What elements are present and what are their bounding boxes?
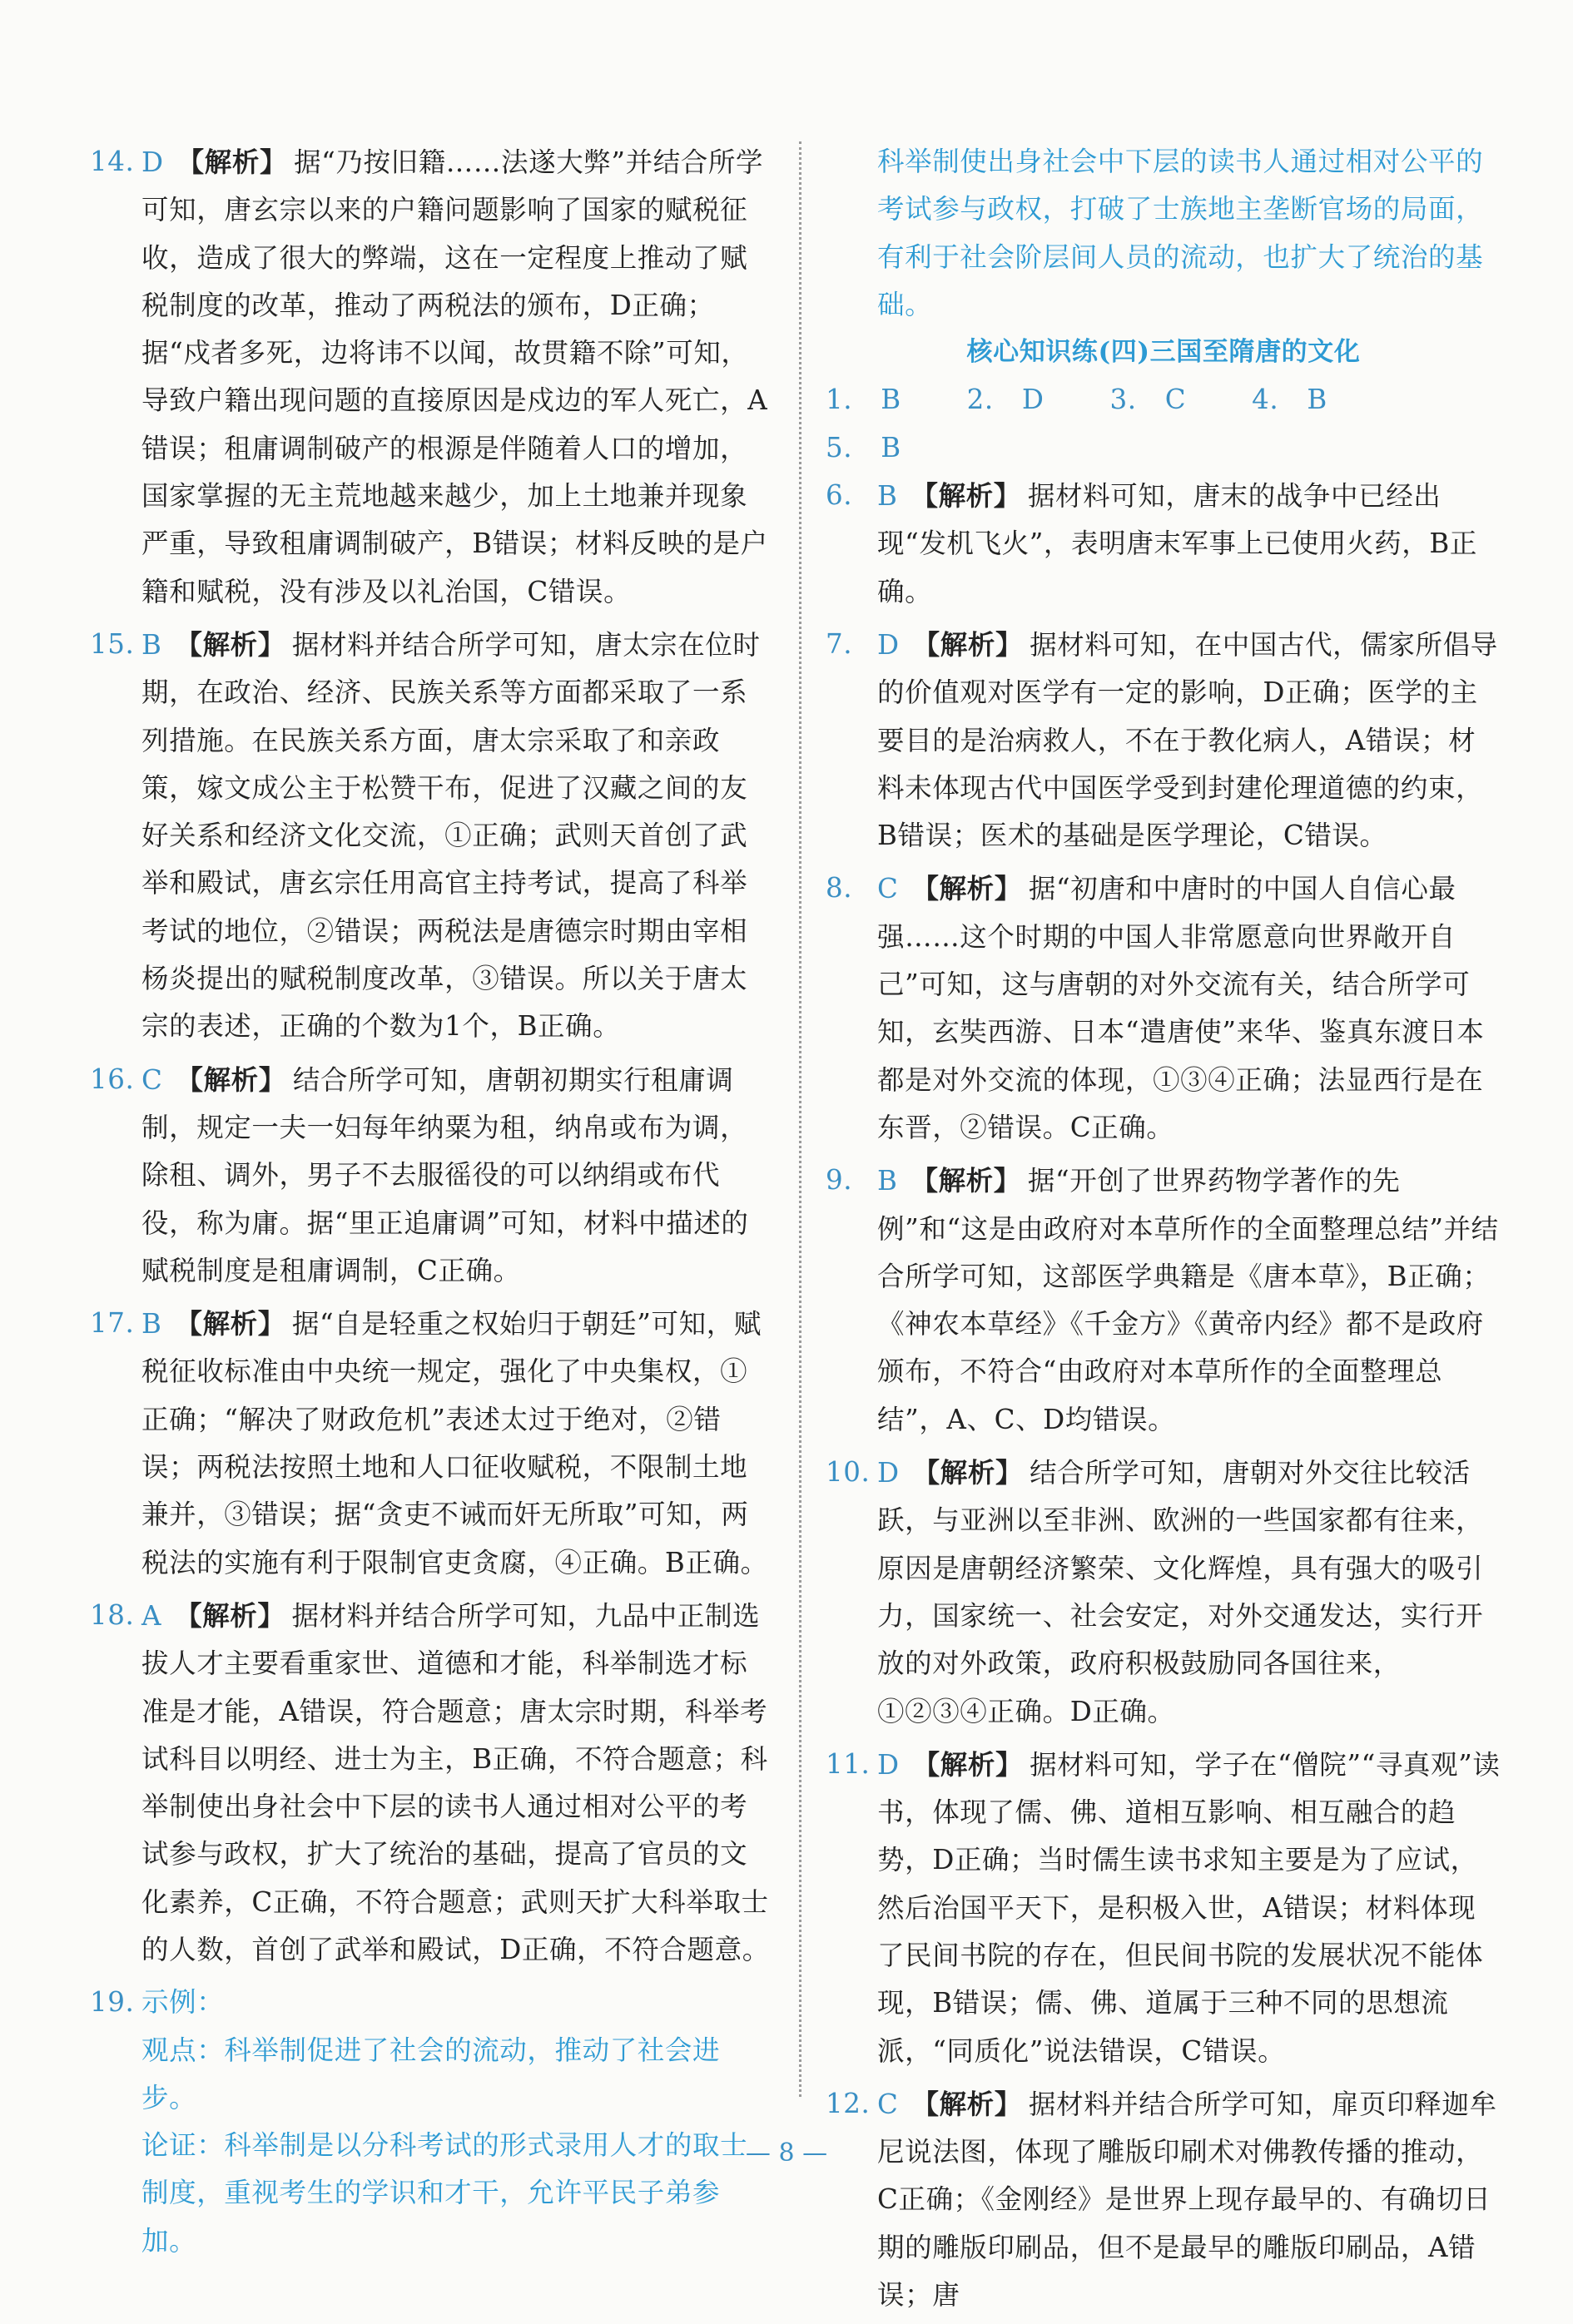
analysis-text: 据材料可知，在中国古代，儒家所倡导的价值观对医学有一定的影响，D正确；医学的主要目的是治病救人，不在于教化病人，A错误；材料未体现古代中国医学受到封建伦理道德的约束，B错误；医术的基础是医学理论，C错误。: [877, 628, 1498, 852]
analysis-text: 据“开创了世界药物学著作的先例”和“这是由政府对本草所作的全面整理总结”并结合所学可知，这部医学典籍是《唐本草》，B正确；《神农本草经》《千金方》《黄帝内经》都不是政府颁布，不符合“由政府对本草所作的全面整理总结”，A、C、D均错误。: [877, 1165, 1499, 1435]
question-19-continued: 科举制使出身社会中下层的读书人通过相对公平的考试参与政权，打破了士族地主垄断官场的局面，有利于社会阶层间人员的流动，也扩大了统治的基础。: [877, 146, 1484, 320]
analysis-text: 据材料并结合所学可知，唐太宗在位时期，在政治、经济、民族关系等方面都采取了一系列措施。在民族关系方面，唐太宗采取了和亲政策，嫁文成公主于松赞干布，促进了汉藏之间的友好关系和经济文化交流，①正确；武则天首创了武举和殿试，唐玄宗任用高官主持考试，提高了科举考试的地位，②错误；两税法是唐德宗时期由宰相杨炎提出的赋税制度改革，③错误。所以关于唐太宗的表述，正确的个数为1个，B正确。: [141, 628, 761, 1043]
analysis-tag: 【解析】: [912, 1747, 1024, 1781]
question-number: 19.: [90, 1986, 135, 2019]
question-number: 6.: [826, 479, 853, 512]
analysis-tag: 【解析】: [911, 2087, 1022, 2120]
answer-letter: C: [141, 1063, 163, 1096]
question-18: [90, 1592, 772, 1974]
question-16: [90, 1056, 772, 1295]
analysis-text: 据材料可知，学子在“僧院”“寻真观”读书，体现了儒、佛、道相互影响、相互融合的趋势，D正确；当时儒生读书求知主要是为了应试，然后治国平天下，是积极入世，A错误；材料体现了民间书院的存在，但民间书院的发展状况不能体现，B错误；儒、佛、道属于三种不同的思想流派，“同质化”说法错误，C错误。: [877, 1748, 1501, 2067]
analysis-tag: 【解析】: [912, 1456, 1024, 1489]
left-column: [90, 138, 772, 2270]
question-19: [90, 1979, 772, 2265]
question-8: [826, 865, 1501, 1152]
analysis-tag: 【解析】: [176, 1063, 286, 1096]
choice-answer: 1. B: [826, 384, 901, 416]
analysis-tag: 【解析】: [175, 1598, 285, 1632]
answer-letter: A: [141, 1599, 162, 1632]
answer-letter: D: [877, 1457, 900, 1489]
question-6: [826, 472, 1501, 616]
question-7: [826, 621, 1501, 860]
answer-letter: C: [877, 873, 899, 905]
viewpoint-text: 观点：科举制促进了社会的流动，推动了社会进步。: [141, 2034, 721, 2113]
analysis-text: 据“初唐和中唐时的中国人自信心最强……这个时期的中国人非常愿意向世界敞开自己”可知，这与唐朝的对外交流有关，结合所学可知，玄奘西游、日本“遣唐使”来华、鉴真东渡日本都是对外交流的体现，①③④正确；法显西行是在东晋，②错误。C正确。: [877, 873, 1485, 1143]
question-number: 12.: [826, 2087, 871, 2119]
analysis-text: 据材料并结合所学可知，扉页印释迦牟尼说法图，体现了雕版印刷术对佛教传播的推动，C正确；《金刚经》是世界上现存最早的、有确切日期的雕版印刷品，但不是最早的雕版印刷品，A错误；唐: [877, 2088, 1497, 2312]
choice-answer: 3. C: [1109, 384, 1187, 416]
answer-letter: B: [877, 480, 898, 513]
choice-answer: 2. D: [966, 384, 1045, 416]
question-12: [826, 2080, 1501, 2319]
argument-text: 论证：科举制是以分科考试的形式录用人才的取士制度，重视考生的学识和才干，允许平民子弟参加。: [141, 2129, 748, 2257]
answer-letter: B: [141, 628, 162, 661]
analysis-tag: 【解析】: [911, 1164, 1021, 1197]
question-number: 9.: [826, 1164, 853, 1197]
question-11: [826, 1741, 1501, 2075]
question-number: 8.: [826, 872, 853, 904]
question-15: [90, 621, 772, 1051]
answer-letter: C: [877, 2088, 899, 2120]
analysis-tag: 【解析】: [911, 872, 1022, 905]
analysis-text: 结合所学可知，唐朝对外交往比较活跃，与亚洲以至非洲、欧洲的一些国家都有往来，原因是唐朝经济繁荣、文化辉煌，具有强大的吸引力，国家统一、社会安定，对外交通发达，实行开放的对外政策，政府积极鼓励同各国往来，①②③④正确。D正确。: [877, 1457, 1484, 1727]
analysis-text: 据“自是轻重之权始归于朝廷”可知，赋税征收标准由中央统一规定，强化了中央集权，①正确；“解决了财政危机”表述太过于绝对，②错误；两税法按照土地和人口征收赋税，不限制土地兼并，③错误；据“贪吏不诫而奸无所取”可知，两税法的实施有利于限制官吏贪腐，④正确。B正确。: [141, 1308, 768, 1578]
question-number: 11.: [826, 1747, 871, 1780]
question-number: 15.: [90, 627, 135, 660]
analysis-text: 据材料并结合所学可知，九品中正制选拔人才主要看重家世、道德和才能，科举制选才标准是才能，A错误，符合题意；唐太宗时期，科举考试科目以明经、进士为主，B正确，不符合题意；科举制使出身社会中下层的读书人通过相对公平的考试参与政权，扩大了统治的基础，提高了官员的文化素养，C正确，不符合题意；武则天扩大科举取士的人数，首创了武举和殿试，D正确，不符合题意。: [141, 1599, 770, 1965]
analysis-tag: 【解析】: [175, 627, 285, 661]
page-number: — 8 —: [745, 2138, 828, 2168]
question-number: 14.: [90, 146, 135, 177]
question-number: 17.: [90, 1307, 135, 1340]
choice-answer: 4. B: [1252, 384, 1327, 416]
analysis-text: 据“乃按旧籍……法遂大弊”并结合所学可知，唐玄宗以来的户籍问题影响了国家的赋税征收，造成了很大的弊端，这在一定程度上推动了赋税制度的改革，推动了两税法的颁布，D正确；据“戍者多死，边将讳不以闻，故贯籍不除”可知，导致户籍出现问题的直接原因是戍边的军人死亡，A错误；租庸调制破产的根源是伴随着人口的增加，国家掌握的无主荒地越来越少，加上土地兼并现象严重，导致租庸调制破产，B错误；材料反映的是户籍和赋税，没有涉及以礼治国，C错误。: [141, 146, 768, 607]
answer-letter: B: [141, 1308, 162, 1340]
question-10: [826, 1449, 1501, 1736]
answer-letter: B: [877, 1165, 898, 1197]
section-title: 核心知识练(四)三国至隋唐的文化: [966, 337, 1361, 368]
choice-answers: [826, 376, 1501, 472]
analysis-text: 据材料可知，唐末的战争中已经出现“发机飞火”，表明唐末军事上已使用火药，B正确。: [877, 480, 1477, 607]
question-9: [826, 1157, 1501, 1444]
choice-answer: 5. B: [826, 431, 901, 463]
right-column: [826, 138, 1501, 2324]
example-label: 示例：: [141, 1986, 225, 2019]
answer-letter: D: [141, 146, 164, 178]
analysis-tag: 【解析】: [912, 627, 1024, 661]
question-14: [90, 138, 772, 616]
question-number: 10.: [826, 1456, 871, 1489]
analysis-tag: 【解析】: [911, 479, 1021, 513]
question-17: [90, 1300, 772, 1587]
analysis-tag: 【解析】: [175, 1307, 285, 1340]
question-number: 7.: [826, 627, 853, 660]
column-divider: [799, 141, 801, 2097]
answer-letter: D: [877, 1748, 900, 1781]
question-number: 18.: [90, 1598, 135, 1631]
answer-letter: D: [877, 628, 900, 661]
question-number: 16.: [90, 1063, 135, 1095]
analysis-tag: 【解析】: [176, 146, 288, 178]
analysis-text: 结合所学可知，唐朝初期实行租庸调制，规定一夫一妇每年纳粟为租，纳帛或布为调，除租、调外，男子不去服徭役的可以纳绢或布代役，称为庸。据“里正追庸调”可知，材料中描述的赋税制度是租庸调制，C正确。: [141, 1063, 749, 1286]
